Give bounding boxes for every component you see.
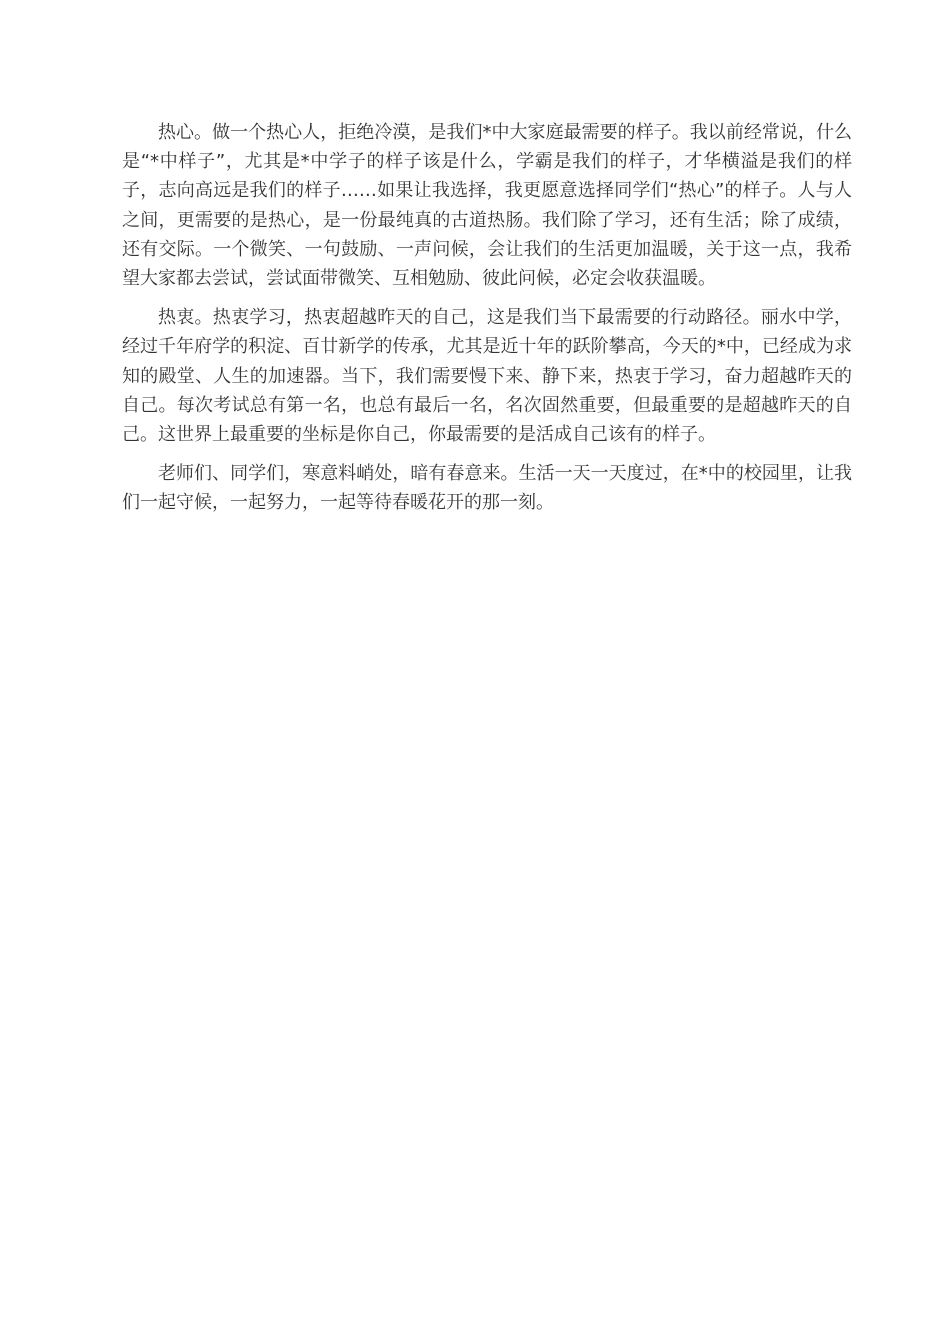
document-page [122,118,852,528]
paragraph-warmheartedness: 热心。做一个热心人，拒绝冷漠，是我们*中大家庭最需要的样子。我以前经常说，什么是“*中样子”，尤其是*中学子的样子该是什么，学霸是我们的样子，才华横溢是我们的样子，志向高远是我们的样子……如果让我选择，我更愿意选择同学们“热心”的样子。人与人之间，更需要的是热心，是一份最纯真的古道热肠。我们除了学习，还有生活；除了成绩，还有交际。一个微笑、一句鼓励、一声问候，会让我们的生活更加温暖，关于这一点，我希望大家都去尝试，尝试面带微笑、互相勉励、彼此问候，必定会收获温暖。 [122,122,852,290]
paragraph-enthusiasm: 热衷。热衷学习，热衷超越昨天的自己，这是我们当下最需要的行动路径。丽水中学，经过千年府学的积淀、百廿新学的传承，尤其是近十年的跃阶攀高，今天的*中，已经成为求知的殿堂、人生的加速器。当下，我们需要慢下来、静下来，热衷于学习，奋力超越昨天的自己。每次考试总有第一名，也总有最后一名，名次固然重要，但最重要的是超越昨天的自己。这世界上最重要的坐标是你自己，你最需要的是活成自己该有的样子。 [122,307,852,446]
paragraph-closing: 老师们、同学们，寒意料峭处，暗有春意来。生活一天一天度过，在*中的校园里，让我们一起守候，一起努力，一起等待春暖花开的那一刻。 [122,463,852,514]
